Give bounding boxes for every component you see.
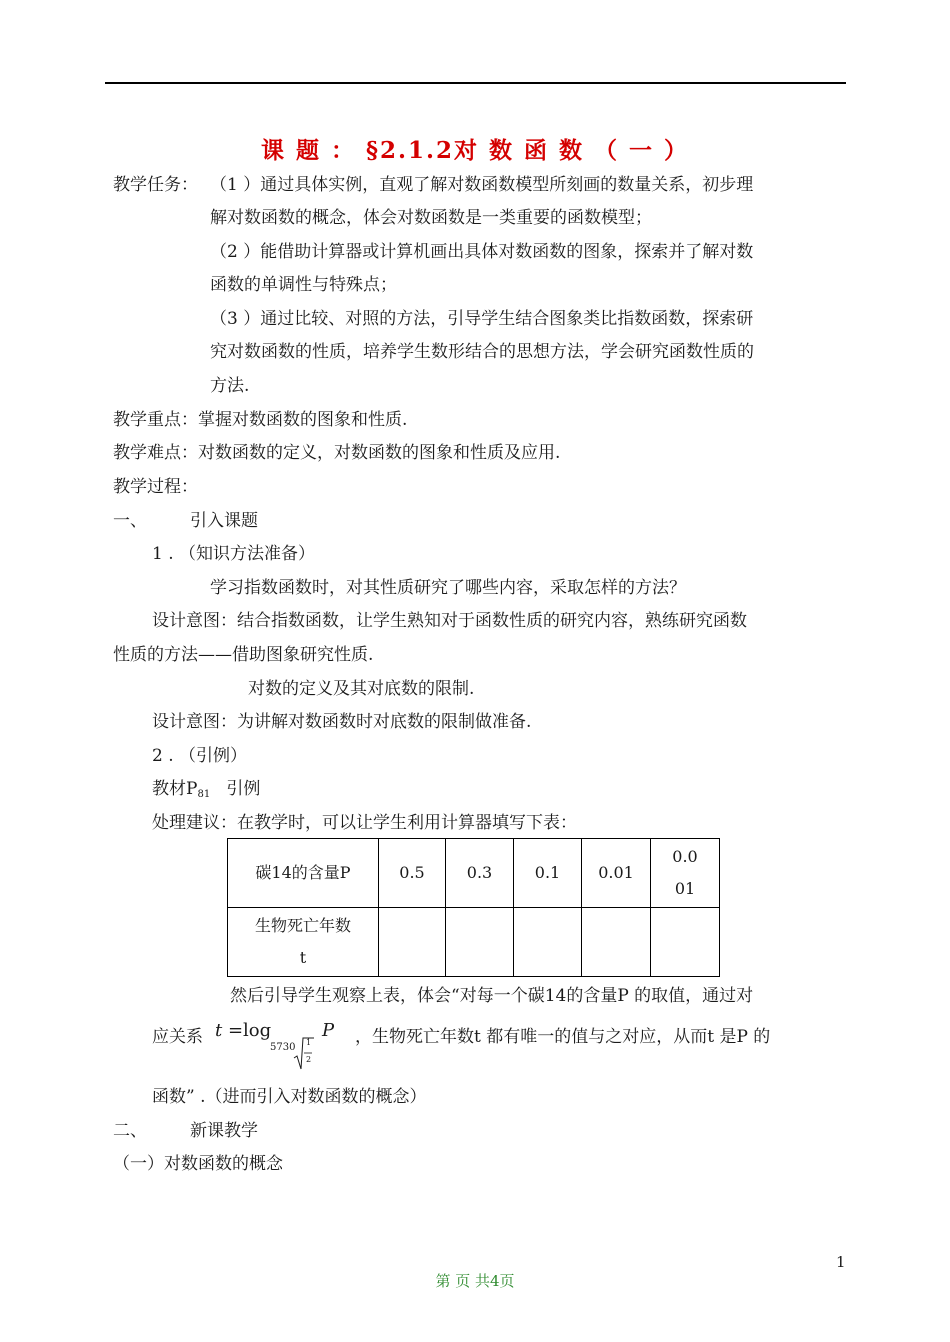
- table-row: [228, 908, 720, 977]
- formula-log: =log: [227, 1020, 272, 1041]
- section-2-title: 新课教学: [190, 1121, 258, 1141]
- table-cell-line: 01: [674, 879, 696, 898]
- section-1-number: 一、: [113, 511, 147, 531]
- table-cell: 0.01: [582, 839, 651, 908]
- guide-prefix: 应关系: [152, 1027, 203, 1047]
- table-cell: [379, 908, 446, 977]
- task-label: 教学任务：: [113, 175, 198, 195]
- formula: [215, 1020, 271, 1041]
- table-cell: 0.3: [446, 839, 514, 908]
- subsection-1: （一）对数函数的概念: [113, 1154, 283, 1174]
- question-2: 对数的定义及其对底数的限制.: [248, 679, 475, 699]
- root-sign-icon: [293, 1036, 315, 1070]
- section-2-number: 二、: [113, 1121, 147, 1141]
- processing-suggestion: 处理建议：在教学时，可以让学生利用计算器填写下表：: [152, 813, 577, 833]
- table-cell: 0.5: [379, 839, 446, 908]
- header-rule: [105, 82, 846, 84]
- task-3b: 究对数函数的性质，培养学生数形结合的思想方法，学会研究函数性质的: [210, 342, 754, 362]
- design-intent-1a: 设计意图：结合指数函数，让学生熟知对于函数性质的研究内容，熟练研究函数: [152, 611, 747, 631]
- table-cell-label: [228, 908, 379, 977]
- question-1: 学习指数函数时，对其性质研究了哪些内容，采取怎样的方法？: [210, 578, 686, 598]
- formula-root: [293, 1036, 315, 1075]
- section-1-title: 引入课题: [190, 511, 258, 531]
- guide-line-a: 然后引导学生观察上表，体会“对每一个碳14的含量P 的取值，通过对: [230, 986, 754, 1006]
- table-cell: [651, 839, 720, 908]
- table-cell: [651, 908, 720, 977]
- page-number: 1: [836, 1253, 846, 1271]
- guide-suffix: ，生物死亡年数t 都有唯一的值与之对应，从而t 是P 的: [355, 1027, 771, 1047]
- guide-line-c: 函数” .（进而引入对数函数的概念）: [152, 1087, 427, 1107]
- table-cell: [582, 908, 651, 977]
- textbook-prefix: 教材P: [152, 779, 198, 799]
- table-cell-line: 生物死亡年数: [254, 916, 351, 935]
- textbook-suffix: 引例: [226, 779, 261, 799]
- textbook-reference: [152, 777, 260, 807]
- task-1a: （1 ）通过具体实例，直观了解对数函数模型所刻画的数量关系，初步理: [210, 175, 754, 195]
- textbook-page: 81: [197, 789, 211, 800]
- task-2b: 函数的单调性与特殊点；: [210, 275, 397, 295]
- fraction-denominator: 2: [306, 1055, 312, 1064]
- teaching-focus: 教学重点：掌握对数函数的图象和性质.: [113, 410, 408, 430]
- task-3c: 方法.: [210, 376, 250, 396]
- table-cell-label: 碳14的含量P: [228, 839, 379, 908]
- table-cell: 0.1: [514, 839, 582, 908]
- table-cell: [446, 908, 514, 977]
- page-footer: 第 页 共4页: [435, 1272, 515, 1290]
- page-title: 课 题 ： §2.1.2对 数 函 数 （ 一 ）: [260, 137, 690, 164]
- task-3a: （3 ）通过比较、对照的方法，引导学生结合图象类比指数函数，探索研: [210, 309, 754, 329]
- table-row: [228, 839, 720, 908]
- table-cell-line: 0.0: [672, 847, 698, 866]
- design-intent-2: 设计意图：为讲解对数函数时对底数的限制做准备.: [152, 712, 532, 732]
- task-1b: 解对数函数的概念，体会对数函数是一类重要的函数模型；: [210, 208, 652, 228]
- item-1: 1 . （知识方法准备）: [152, 544, 316, 564]
- teaching-difficulty: 教学难点：对数函数的定义，对数函数的图象和性质及应用.: [113, 443, 561, 463]
- carbon14-table: [227, 838, 720, 977]
- item-2: 2 . （引例）: [152, 746, 248, 766]
- design-intent-1b: 性质的方法——借助图象研究性质.: [113, 645, 374, 665]
- formula-p: P: [322, 1020, 335, 1041]
- task-2a: （2 ）能借助计算器或计算机画出具体对数函数的图象，探索并了解对数: [210, 242, 754, 262]
- teaching-process: 教学过程：: [113, 477, 198, 497]
- table-cell: [514, 908, 582, 977]
- formula-t: t: [215, 1020, 223, 1041]
- table-cell-line: t: [299, 948, 307, 967]
- formula-base: 5730: [270, 1042, 296, 1053]
- fraction-numerator: 1: [306, 1038, 312, 1047]
